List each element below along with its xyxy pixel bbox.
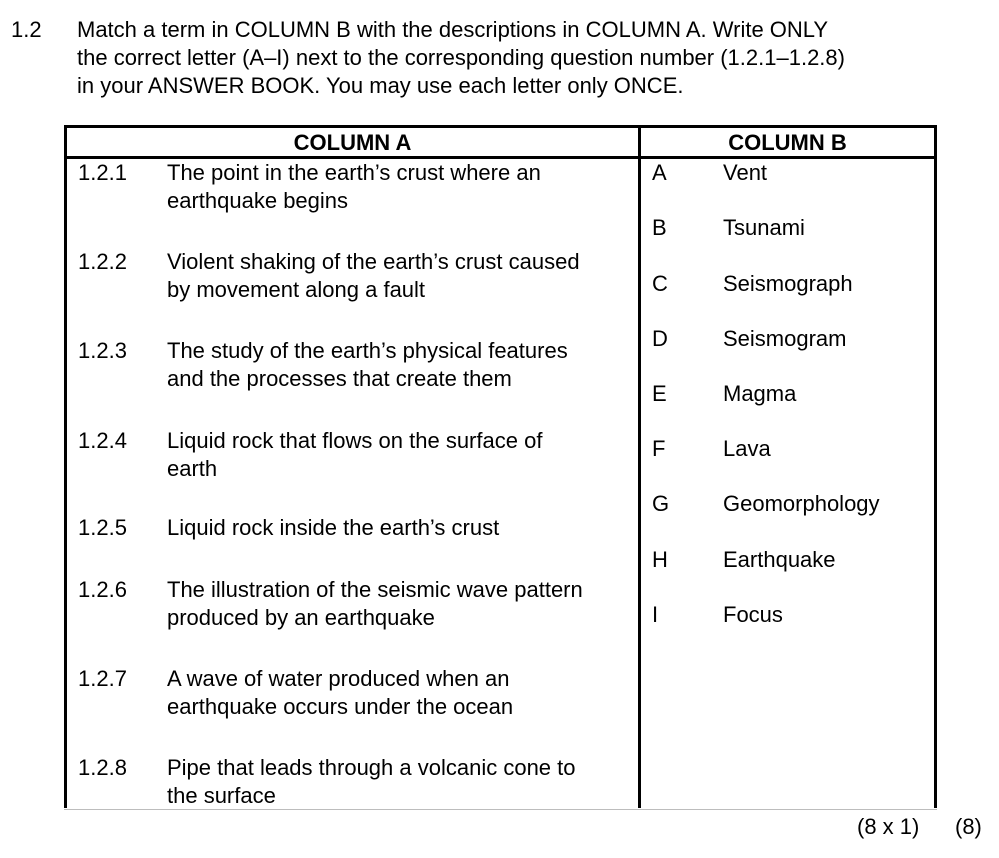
item-number: 1.2.1 [78, 160, 127, 185]
question-number: 1.2 [11, 17, 42, 42]
term-name: Magma [723, 381, 797, 406]
item-description [167, 248, 635, 304]
term-name: Focus [723, 602, 783, 627]
item-number: 1.2.8 [78, 755, 127, 780]
description-line: The point in the earth’s crust where an [167, 160, 541, 185]
item-number: 1.2.7 [78, 666, 127, 691]
item-number: 1.2.6 [78, 577, 127, 602]
term-letter: D [652, 326, 668, 351]
instruction-line: the correct letter (A–I) next to the corresponding question number (1.2.1–1.2.8) [77, 45, 845, 70]
term-name: Earthquake [723, 547, 836, 572]
item-description [167, 576, 635, 632]
term-letter: I [652, 602, 659, 627]
term-letter: A [652, 160, 667, 185]
item-description [167, 514, 635, 542]
item-description [167, 754, 635, 810]
table-column-divider [638, 125, 641, 808]
term-letter: H [652, 547, 668, 572]
term-letter: F [652, 436, 666, 461]
term-name: Seismogram [723, 326, 847, 351]
description-line: earth [167, 456, 218, 481]
table-border-right [934, 125, 937, 808]
instructions [77, 16, 977, 100]
description-line: Violent shaking of the earth’s crust caused [167, 249, 580, 274]
item-description [167, 159, 635, 215]
description-line: The illustration of the seismic wave pattern [167, 577, 583, 602]
item-number: 1.2.2 [78, 249, 127, 274]
item-number: 1.2.3 [78, 338, 127, 363]
description-line: by movement along a fault [167, 277, 426, 302]
instruction-line: in your ANSWER BOOK. You may use each letter only ONCE. [77, 73, 684, 98]
term-name: Seismograph [723, 271, 853, 296]
table-border-left [64, 125, 67, 808]
table-border-top [64, 125, 937, 128]
description-line: produced by an earthquake [167, 605, 435, 630]
item-description [167, 665, 635, 721]
term-name: Geomorphology [723, 491, 880, 516]
term-letter: G [652, 491, 670, 516]
description-line: and the processes that create them [167, 366, 512, 391]
column-a-header: COLUMN A [293, 130, 412, 155]
marks-calculation: (8 x 1) [857, 814, 920, 839]
term-letter: E [652, 381, 667, 406]
instruction-line: Match a term in COLUMN B with the descriptions in COLUMN A. Write ONLY [77, 17, 829, 42]
description-line: Liquid rock inside the earth’s crust [167, 515, 500, 540]
column-b-header: COLUMN B [728, 130, 847, 155]
term-name: Tsunami [723, 215, 805, 240]
description-line: Liquid rock that flows on the surface of [167, 428, 543, 453]
description-line: earthquake begins [167, 188, 349, 213]
description-line: earthquake occurs under the ocean [167, 694, 514, 719]
description-line: The study of the earth’s physical features [167, 338, 568, 363]
marks-total: (8) [955, 814, 982, 839]
item-number: 1.2.4 [78, 428, 127, 453]
item-description [167, 427, 635, 483]
description-line: A wave of water produced when an [167, 666, 510, 691]
item-number: 1.2.5 [78, 515, 127, 540]
term-letter: C [652, 271, 668, 296]
description-line: the surface [167, 783, 276, 808]
term-letter: B [652, 215, 667, 240]
description-line: Pipe that leads through a volcanic cone to [167, 755, 576, 780]
term-name: Lava [723, 436, 771, 461]
item-description [167, 337, 635, 393]
term-name: Vent [723, 160, 768, 185]
